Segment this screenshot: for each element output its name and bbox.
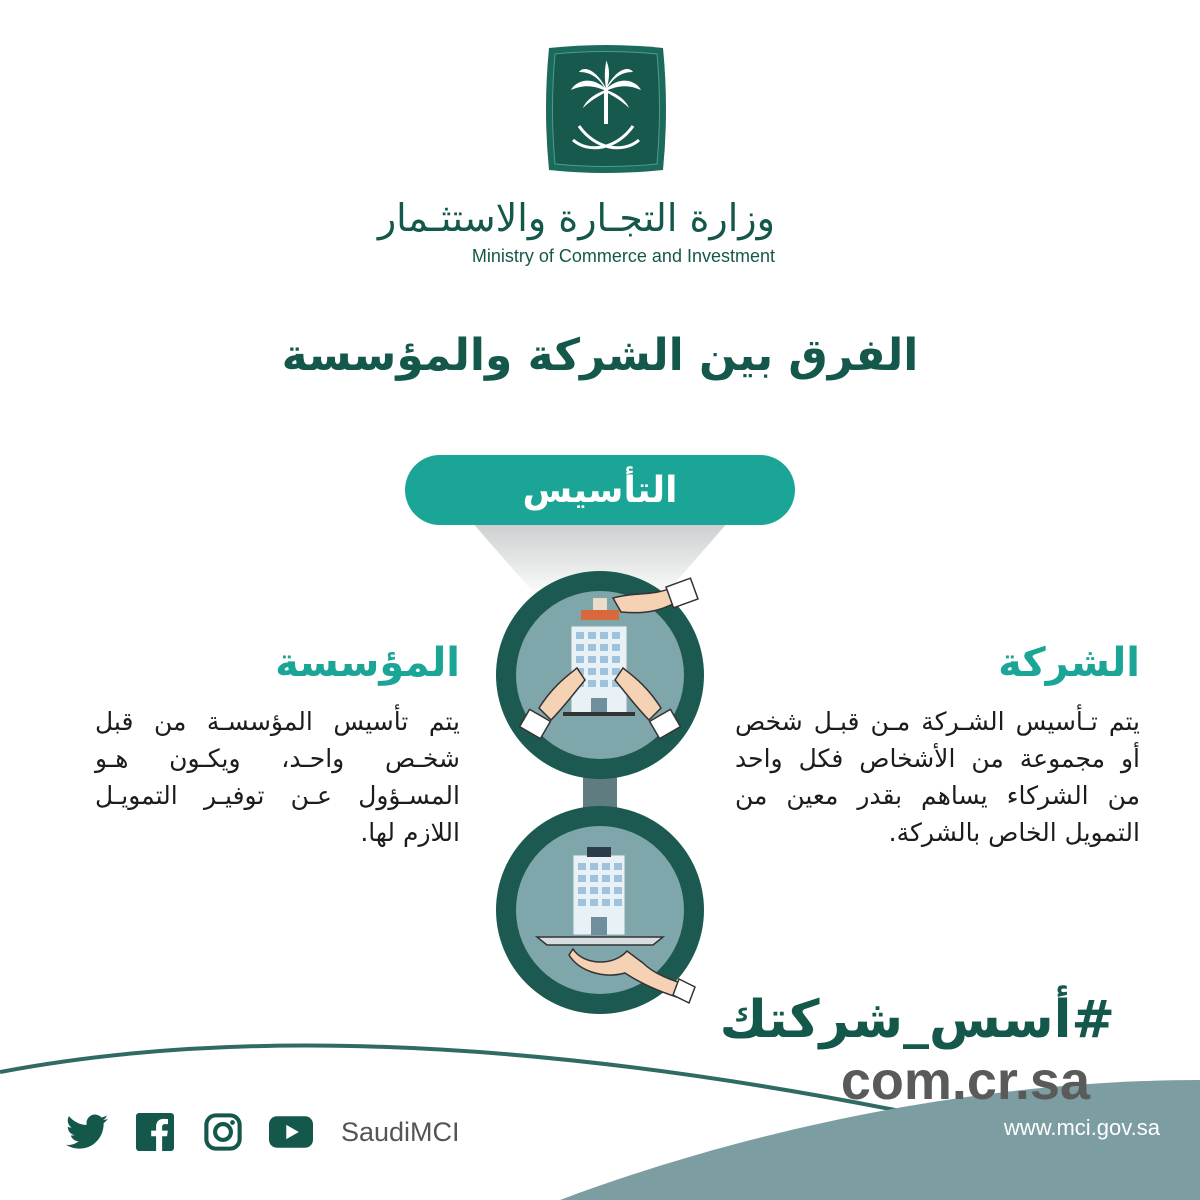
ministry-name-arabic: وزارة التجـارة والاستثـمار (377, 196, 775, 240)
ministry-name-english: Ministry of Commerce and Investment (471, 246, 775, 266)
facebook-icon[interactable] (133, 1110, 177, 1154)
section-pill-label: التأسيس (522, 470, 678, 511)
cr-website-link[interactable]: com.cr.sa (840, 1051, 1090, 1111)
establishment-heading: المؤسسة (275, 640, 460, 686)
company-heading: الشركة (998, 640, 1140, 686)
establishment-illustration (493, 803, 707, 1017)
establishment-description: يتم تأسيس المؤسسـة من قبل شخـص واحـد، ويكـون هـو المسـؤول عـن توفيـر التمويـل اللازم لها. (95, 707, 460, 847)
building-icon (573, 847, 625, 935)
social-links (65, 1110, 460, 1154)
social-handle[interactable]: SaudiMCI (341, 1116, 460, 1147)
hashtag[interactable]: #أسس_شركتك (719, 990, 1115, 1050)
youtube-icon[interactable] (269, 1110, 313, 1154)
company-illustration (493, 568, 707, 782)
company-description: يتم تـأسيس الشـركة مـن قبـل شخص أو مجموعة من الأشخاص فكل واحد من الشركاء يساهم بقدر معين من التمويل الخاص بالشركة. (735, 707, 1140, 847)
tray-icon (537, 937, 663, 945)
ministry-website-link[interactable]: www.mci.gov.sa (1003, 1115, 1160, 1140)
instagram-icon[interactable] (201, 1110, 245, 1154)
page-title: الفرق بين الشركة والمؤسسة (281, 330, 919, 381)
twitter-icon[interactable] (65, 1110, 109, 1154)
